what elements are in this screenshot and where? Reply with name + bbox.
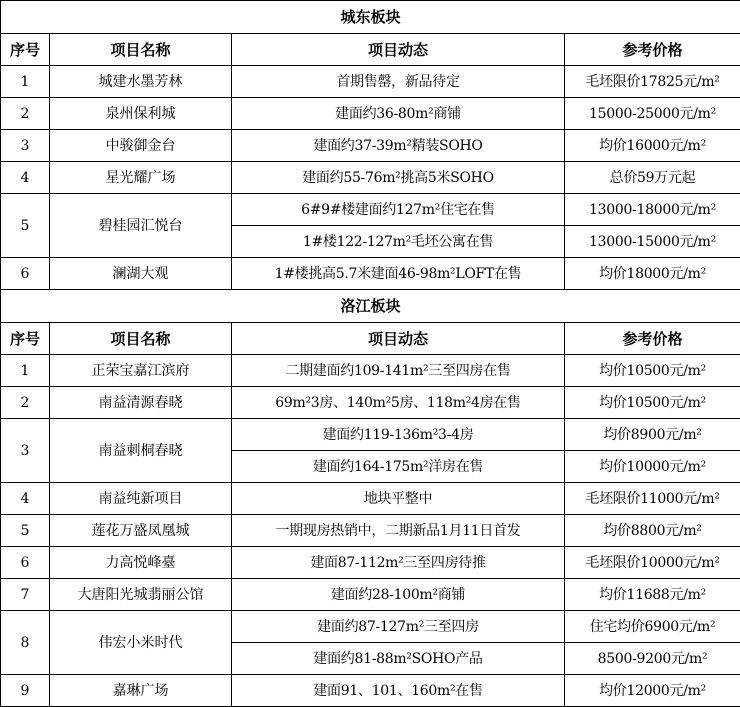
project-status: 建面约87-127m²三至四房 — [232, 611, 565, 643]
row-number: 7 — [1, 579, 50, 611]
row-number: 3 — [1, 419, 50, 483]
col-name-header: 项目名称 — [50, 323, 232, 355]
row-number: 2 — [1, 98, 50, 130]
table-row — [1, 483, 740, 515]
row-number: 5 — [1, 194, 50, 258]
row-number: 6 — [1, 547, 50, 579]
table-row — [1, 258, 740, 290]
col-status-header: 项目动态 — [232, 323, 565, 355]
reference-price: 13000-15000元/m² — [565, 226, 740, 258]
table-row — [1, 98, 740, 130]
project-name: 中骏御金台 — [50, 130, 232, 162]
project-status: 6#9#楼建面约127m²住宅在售 — [232, 194, 565, 226]
row-number: 4 — [1, 483, 50, 515]
reference-price: 均价18000元/m² — [565, 258, 740, 290]
col-no-header: 序号 — [1, 34, 50, 66]
table-row — [1, 675, 740, 707]
table-row — [1, 611, 740, 643]
row-number: 1 — [1, 66, 50, 98]
project-name: 澜湖大观 — [50, 258, 232, 290]
project-status: 首期售罄，新品待定 — [232, 66, 565, 98]
table-row — [1, 515, 740, 547]
project-status: 建面约28-100m²商铺 — [232, 579, 565, 611]
reference-price: 均价16000元/m² — [565, 130, 740, 162]
col-status-header: 项目动态 — [232, 34, 565, 66]
project-status: 1#楼挑高5.7米建面46-98m²LOFT在售 — [232, 258, 565, 290]
reference-price: 13000-18000元/m² — [565, 194, 740, 226]
table-row — [1, 194, 740, 226]
col-price-header: 参考价格 — [565, 323, 740, 355]
table-row — [1, 547, 740, 579]
reference-price: 住宅均价6900元/m² — [565, 611, 740, 643]
project-status: 建面约37-39m²精装SOHO — [232, 130, 565, 162]
table-row — [1, 579, 740, 611]
col-price-header: 参考价格 — [565, 34, 740, 66]
reference-price: 均价10500元/m² — [565, 355, 740, 387]
project-status: 建面约36-80m²商铺 — [232, 98, 565, 130]
reference-price: 15000-25000元/m² — [565, 98, 740, 130]
project-status: 建面约55-76m²挑高5米SOHO — [232, 162, 565, 194]
row-number: 8 — [1, 611, 50, 675]
reference-price: 8500-9200元/m² — [565, 643, 740, 675]
project-name: 星光耀广场 — [50, 162, 232, 194]
table-row — [1, 66, 740, 98]
reference-price: 毛坯限价11000元/m² — [565, 483, 740, 515]
section-title: 城东板块 — [1, 1, 740, 34]
project-status: 建面约81-88m²SOHO产品 — [232, 643, 565, 675]
project-name: 南益纯新项目 — [50, 483, 232, 515]
reference-price: 均价8900元/m² — [565, 419, 740, 451]
project-name: 南益刺桐春晓 — [50, 419, 232, 483]
project-status: 二期建面约109-141m²三至四房在售 — [232, 355, 565, 387]
table-row — [1, 355, 740, 387]
col-no-header: 序号 — [1, 323, 50, 355]
project-status: 69m²3房、140m²5房、118m²4房在售 — [232, 387, 565, 419]
project-name: 城建水墨芳林 — [50, 66, 232, 98]
table-row — [1, 130, 740, 162]
project-status: 1#楼122-127m²毛坯公寓在售 — [232, 226, 565, 258]
row-number: 1 — [1, 355, 50, 387]
project-status: 建面91、101、160m²在售 — [232, 675, 565, 707]
project-status: 建面约119-136m²3-4房 — [232, 419, 565, 451]
project-status: 建面约164-175m²洋房在售 — [232, 451, 565, 483]
reference-price: 均价12000元/m² — [565, 675, 740, 707]
project-status: 一期现房热销中，二期新品1月11日首发 — [232, 515, 565, 547]
section-title: 洛江板块 — [1, 290, 740, 323]
table-row — [1, 387, 740, 419]
reference-price: 均价8800元/m² — [565, 515, 740, 547]
reference-price: 均价10500元/m² — [565, 387, 740, 419]
project-name: 泉州保利城 — [50, 98, 232, 130]
project-name: 嘉琳广场 — [50, 675, 232, 707]
header-row — [1, 34, 740, 66]
col-name-header: 项目名称 — [50, 34, 232, 66]
project-name: 正荣宝嘉江滨府 — [50, 355, 232, 387]
reference-price: 均价11688元/m² — [565, 579, 740, 611]
row-number: 9 — [1, 675, 50, 707]
project-status: 地块平整中 — [232, 483, 565, 515]
row-number: 4 — [1, 162, 50, 194]
project-name: 莲花万盛凤凰城 — [50, 515, 232, 547]
section-title-row — [1, 290, 740, 323]
row-number: 2 — [1, 387, 50, 419]
project-name: 力高悦峰臺 — [50, 547, 232, 579]
project-name: 伟宏小米时代 — [50, 611, 232, 675]
reference-price: 总价59万元起 — [565, 162, 740, 194]
section-title-row — [1, 1, 740, 34]
project-name: 大唐阳光城翡丽公馆 — [50, 579, 232, 611]
reference-price: 均价10000元/m² — [565, 451, 740, 483]
reference-price: 毛坯限价10000元/m² — [565, 547, 740, 579]
project-status: 建面87-112m²三至四房待推 — [232, 547, 565, 579]
row-number: 3 — [1, 130, 50, 162]
table-row — [1, 419, 740, 451]
table-row — [1, 162, 740, 194]
row-number: 6 — [1, 258, 50, 290]
project-name: 碧桂园汇悦台 — [50, 194, 232, 258]
reference-price: 毛坯限价17825元/m² — [565, 66, 740, 98]
project-name: 南益清源春晓 — [50, 387, 232, 419]
row-number: 5 — [1, 515, 50, 547]
header-row — [1, 323, 740, 355]
